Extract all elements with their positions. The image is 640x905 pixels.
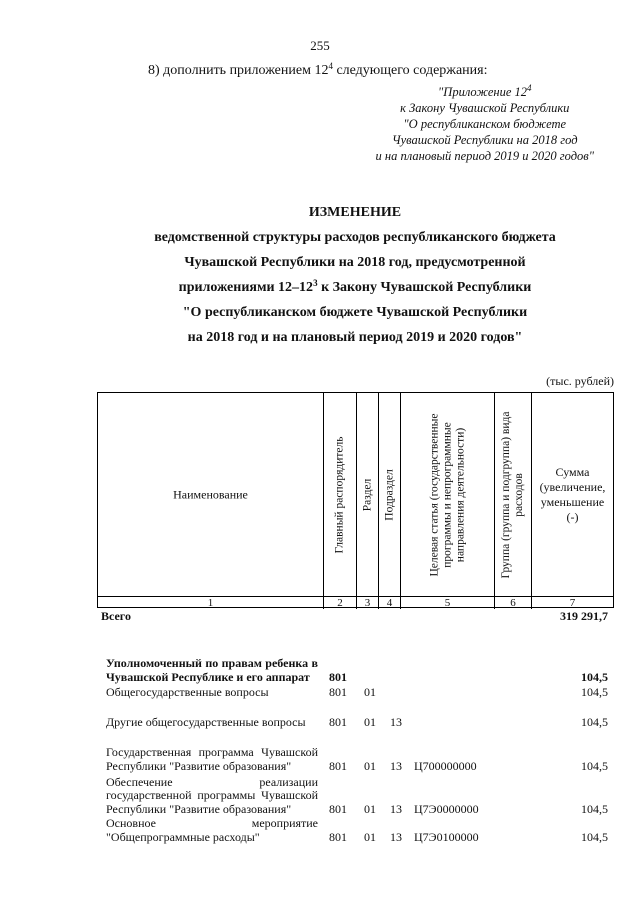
row-chief: 801 [329,801,347,816]
row-sum: 104,5 [581,758,608,773]
title-line-6: на 2018 год и на плановый период 2019 и 2020 годов" [187,330,523,345]
document-title [0,200,640,350]
row-name: Основное мероприятие "Общепрограммные расходы" [106,816,318,844]
total-label: Всего [101,608,131,623]
col-number: 7 [569,597,576,609]
row-section: 01 [364,684,376,699]
row-section: 01 [364,829,376,844]
col-number: 3 [357,597,379,609]
title-line-5: "О республиканском бюджете Чувашской Республики [182,305,528,320]
appendix-line-4: Чувашской Республики на 2018 год [392,133,578,147]
row-sum: 104,5 [581,684,608,699]
appendix-line-3: "О республиканском бюджете [403,117,567,131]
appendix-line-1: "Приложение $12^4$ [438,83,532,99]
page-number: 255 [310,38,330,53]
table-row [97,637,614,684]
col-number: 2 [324,597,357,609]
row-target: Ц7Э0000000 [414,801,479,816]
total-sum: 319 291,7 [560,608,608,623]
row-subsection: 13 [390,714,402,729]
row-sum: 104,5 [581,714,608,729]
row-subsection: 13 [390,801,402,816]
row-chief: 801 [329,684,347,699]
title-line-1: ИЗМЕНЕНИЕ [308,205,402,220]
title-line-2: ведомственной структуры расходов республиканского бюджета [154,230,556,245]
header-section: Раздел [357,393,379,596]
intro-line [148,63,488,79]
header-sum: Сумма (увеличение, уменьшение (-) [539,464,606,524]
row-section: 01 [364,758,376,773]
row-subsection: 13 [390,758,402,773]
row-name: Общегосударственные вопросы [106,684,269,699]
header-chief: Главный распорядитель [324,393,357,596]
intro-text-before: 8) дополнить приложением 12 [148,63,329,78]
row-name: Обеспечение реализации государственной программы Чувашской Республики "Развитие образования" [106,774,318,816]
appendix-note [376,84,594,164]
row-sum: 104,5 [581,829,608,844]
col-number: 4 [379,597,401,609]
appendix-line-2: к Закону Чувашской Республики [400,101,570,115]
row-name: Государственная программа Чувашской Республики "Развитие образования" [106,745,318,773]
row-chief: 801 [329,758,347,773]
col-number: 6 [495,597,532,609]
row-chief: 801 [329,714,347,729]
col-number: 5 [401,597,495,609]
header-group: Группа (группа и подгруппа) вида расходов [495,393,532,596]
row-section: 01 [364,714,376,729]
col-number: 1 [98,597,324,609]
intro-sup: 4 [328,61,333,71]
row-subsection: 13 [390,829,402,844]
header-name: Наименование [98,393,324,596]
row-section: 01 [364,801,376,816]
row-name: Другие общегосударственные вопросы [106,714,306,729]
row-chief: 801 [329,829,347,844]
row-chief: 801 [329,669,347,684]
header-subsection: Подраздел [379,393,401,596]
table-row [97,773,614,816]
title-line-3: Чувашской Республики на 2018 год, предусмотренной [184,255,526,270]
header-target: Целевая статья (государственные программы и непрограммные направления деятельности) [401,393,495,596]
units-label: (тыс. рублей) [546,374,614,388]
table-header [97,392,614,608]
row-name: Уполномоченный по правам ребенка в Чувашской Республике и его аппарат [106,656,318,684]
row-target: Ц700000000 [414,758,477,773]
title-line-4: приложениями $12-12^3$ к Закону Чувашской Республики [178,278,532,295]
appendix-line-5: и на плановый период 2019 и 2020 годов" [375,149,594,163]
row-target: Ц7Э0100000 [414,829,479,844]
row-sum: 104,5 [581,669,608,684]
row-sum: 104,5 [581,801,608,816]
table-row [97,729,614,773]
table-row [97,816,614,844]
table-row-total [97,607,614,623]
intro-text-after: следующего содержания: [332,63,488,78]
table-row [97,684,614,699]
table-row [97,699,614,729]
